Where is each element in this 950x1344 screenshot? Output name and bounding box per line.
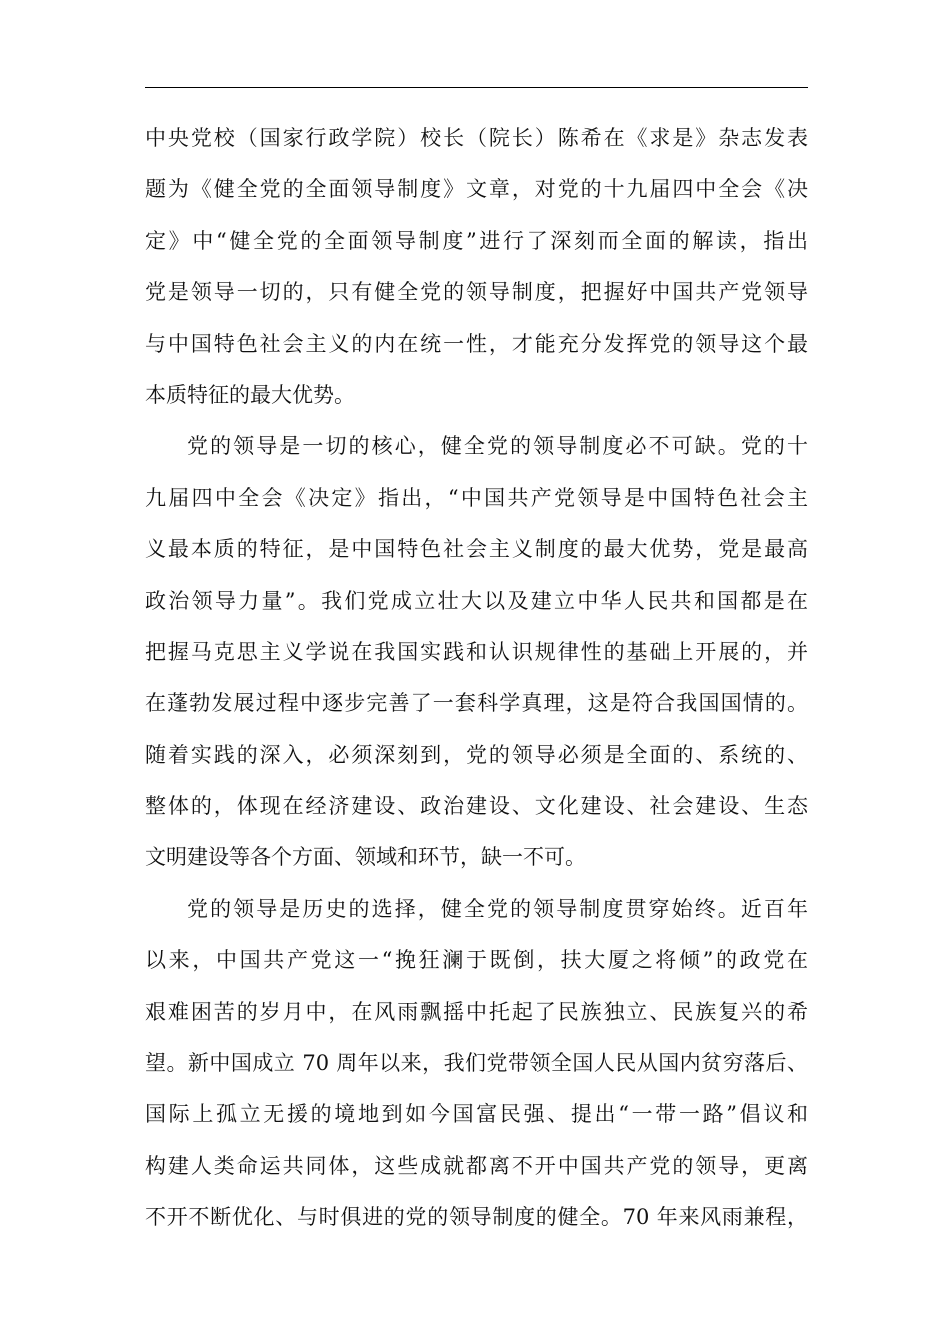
text-line: 义最本质的特征，是中国特色社会主义制度的最大优势，党是最高 [145,537,808,562]
text-line: 政治领导力量”。我们党成立壮大以及建立中华人民共和国都是在 [145,588,808,613]
text-line: 文明建设等各个方面、领域和环节，缺一不可。 [145,845,586,870]
text-line: 不开不断优化、与时俱进的党的领导制度的健全。70 年来风雨兼程， [145,1205,808,1230]
paragraph-3 [145,884,808,1244]
text-line: 国际上孤立无援的境地到如今国富民强、提出“一带一路”倡议和 [145,1102,808,1127]
text-line: 整体的，体现在经济建设、政治建设、文化建设、社会建设、生态 [145,794,808,819]
text-line: 望。新中国成立 70 周年以来，我们党带领全国人民从国内贫穷落后、 [145,1051,808,1076]
text-line: 在蓬勃发展过程中逐步完善了一套科学真理，这是符合我国国情的。 [145,691,808,716]
text-line: 党的领导是一切的核心，健全党的领导制度必不可缺。党的十 [187,434,808,459]
document-body [145,113,808,1244]
text-line: 艰难困苦的岁月中，在风雨飘摇中托起了民族独立、民族复兴的希 [145,999,808,1024]
text-line: 党的领导是历史的选择，健全党的领导制度贯穿始终。近百年 [187,896,808,921]
text-line: 中央党校（国家行政学院）校长（院长）陈希在《求是》杂志发表 [145,126,808,150]
text-line: 本质特征的最大优势。 [145,382,355,407]
text-line: 以来，中国共产党这一“挽狂澜于既倒，扶大厦之将倾”的政党在 [145,948,808,973]
text-line: 与中国特色社会主义的内在统一性，才能充分发挥党的领导这个最 [145,331,808,356]
text-line: 随着实践的深入，必须深刻到，党的领导必须是全面的、系统的、 [145,742,808,767]
paragraph-2 [145,421,808,884]
text-line: 定》中“健全党的全面领导制度”进行了深刻而全面的解读，指出 [145,228,808,253]
text-line: 党是领导一切的，只有健全党的领导制度，把握好中国共产党领导 [145,280,808,305]
paragraph-1 [145,113,808,421]
text-line: 题为《健全党的全面领导制度》文章，对党的十九届四中全会《决 [145,177,808,202]
header-rule [145,87,808,88]
text-line: 九届四中全会《决定》指出，“中国共产党领导是中国特色社会主 [145,485,808,510]
text-line: 构建人类命运共同体，这些成就都离不开中国共产党的领导，更离 [145,1153,808,1178]
text-line: 把握马克思主义学说在我国实践和认识规律性的基础上开展的，并 [145,639,808,664]
